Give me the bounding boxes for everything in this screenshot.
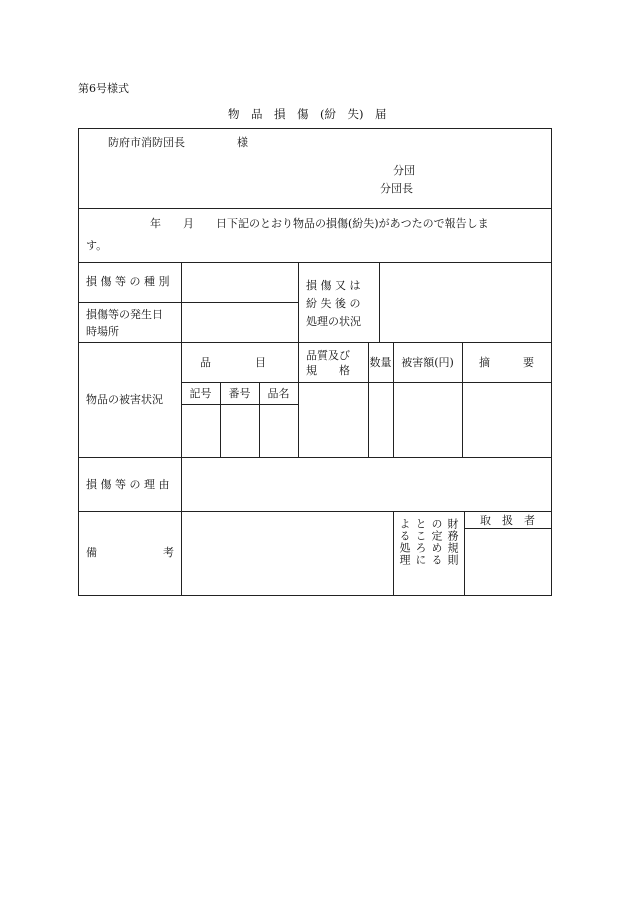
recipient: 防府市消防団長 bbox=[108, 136, 185, 149]
report-line-2: す。 bbox=[86, 239, 108, 252]
label-item-damage: 物品の被害状況 bbox=[86, 393, 163, 406]
label-disposal-1: 損 傷 又 は bbox=[306, 279, 361, 292]
label-remarks-right: 考 bbox=[163, 546, 174, 559]
label-disposal-2: 紛 失 後 の bbox=[306, 297, 361, 310]
label-reason: 損 傷 等 の 理 由 bbox=[86, 478, 170, 491]
header-damage-amount: 被害額(円) bbox=[401, 356, 454, 369]
label-remarks-left: 備 bbox=[86, 546, 97, 559]
form-number: 第6号様式 bbox=[78, 82, 129, 95]
report-line-1: 年 月 日下記のとおり物品の損傷(紛失)があつたので報告しま bbox=[150, 217, 489, 230]
header-item: 品 目 bbox=[200, 356, 266, 369]
label-disposal-3: 処理の状況 bbox=[306, 315, 361, 328]
header-quality-2: 規 格 bbox=[306, 364, 350, 377]
finance-col-2: の定める bbox=[430, 518, 443, 566]
finance-col-1: 財務規則 bbox=[446, 518, 459, 566]
finance-col-4: よる処理 bbox=[398, 518, 411, 566]
sender-bunkdan-leader: 分団長 bbox=[380, 182, 413, 195]
header-quality-1: 品質及び bbox=[306, 349, 350, 362]
subheader-symbol: 記号 bbox=[189, 387, 212, 400]
header-summary: 摘 要 bbox=[479, 356, 534, 369]
label-damage-type: 損 傷 等 の 種 別 bbox=[86, 275, 170, 288]
honorific: 様 bbox=[237, 136, 248, 149]
label-occurrence-1: 損傷等の発生日 bbox=[86, 308, 163, 321]
sender-bunkdan: 分団 bbox=[393, 164, 415, 177]
finance-col-3: ところに bbox=[414, 518, 427, 566]
label-handler: 取 扱 者 bbox=[480, 513, 535, 527]
subheader-number: 番号 bbox=[228, 387, 251, 400]
label-occurrence-2: 時場所 bbox=[86, 325, 119, 338]
form-title: 物 品 損 傷 (紛 失) 届 bbox=[228, 107, 387, 121]
subheader-name: 品名 bbox=[267, 387, 290, 400]
header-quantity: 数量 bbox=[369, 356, 392, 369]
